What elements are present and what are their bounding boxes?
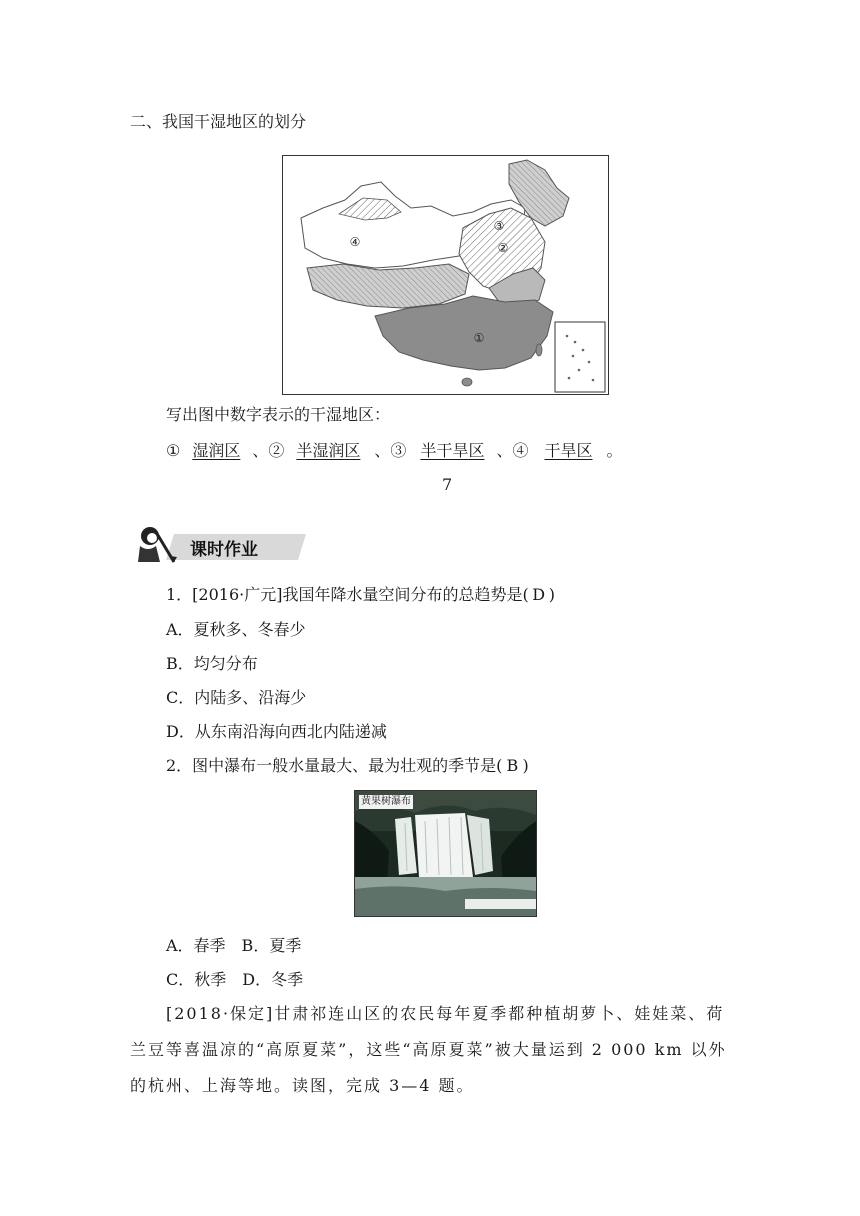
waterfall-caption: 黄果树瀑布	[361, 796, 411, 807]
answer-line	[166, 441, 623, 461]
q2-options-row1: A．春季 B．夏季	[166, 936, 302, 955]
q1-answer: D	[532, 585, 546, 604]
answer-sep-4: 。	[606, 441, 623, 460]
taiwan-island	[536, 344, 542, 356]
answer-blank-3: 半干旱区	[420, 441, 485, 460]
q1-option-b: B．均匀分布	[166, 654, 258, 673]
china-dry-wet-map	[282, 155, 609, 395]
q2-answer: B	[506, 756, 519, 775]
map-label-1: ①	[473, 331, 485, 345]
hainan-island	[462, 378, 472, 386]
waterfall-image	[355, 791, 536, 916]
q1-option-d: D．从东南沿海向西北内陆递减	[166, 722, 387, 741]
south-sea-inset	[555, 322, 605, 392]
q3-4-passage: [2018·保定]甘肃祁连山区的农民每年夏季都种植胡萝卜、娃娃菜、荷兰豆等喜温凉的“高原夏菜”，这些“高原夏菜”被大量运到 2 000 km 以外的杭州、上海等地。读图，完成 3—4 题。	[130, 1004, 727, 1095]
q2-stem	[166, 756, 529, 776]
answer-sep-3: 、	[496, 441, 513, 460]
map-label-2: ②	[497, 241, 509, 255]
answer-num-2: ②	[268, 441, 285, 460]
answer-blank-1: 湿润区	[192, 441, 241, 460]
q2-options-row2: C．秋季 D．冬季	[166, 970, 304, 989]
answer-blank-4: 干旱区	[544, 441, 593, 460]
map-prompt: 写出图中数字表示的干湿地区：	[166, 405, 391, 424]
answer-num-1: ①	[166, 441, 181, 460]
q1-stem-text: 1．[2016·广元]我国年降水量空间分布的总趋势是(	[166, 585, 529, 604]
q1-option-c: C．内陆多、沿海少	[166, 688, 307, 707]
q1-stem	[166, 585, 555, 605]
answer-blank-2: 半湿润区	[296, 441, 361, 460]
q2-stem-text: 2．图中瀑布一般水量最大、最为壮观的季节是(	[166, 756, 503, 775]
homework-banner	[130, 522, 310, 568]
semi-humid-plateau	[307, 264, 469, 308]
page-number: 7	[442, 475, 453, 494]
answer-num-3: ③	[390, 441, 407, 460]
section-title: 二、我国干湿地区的划分	[130, 112, 307, 131]
q1-close: )	[548, 585, 555, 604]
homework-banner-title: 课时作业	[190, 540, 258, 560]
q1-option-a: A．夏秋多、冬春少	[166, 620, 306, 639]
answer-sep-1: 、	[252, 441, 269, 460]
answer-num-4: ④	[512, 441, 529, 460]
map-label-3: ③	[493, 219, 505, 233]
map-label-4: ④	[349, 235, 361, 249]
waterfall-photo	[354, 790, 537, 917]
china-map-graphic	[283, 156, 608, 394]
answer-sep-2: 、	[374, 441, 391, 460]
q2-close: )	[522, 756, 529, 775]
